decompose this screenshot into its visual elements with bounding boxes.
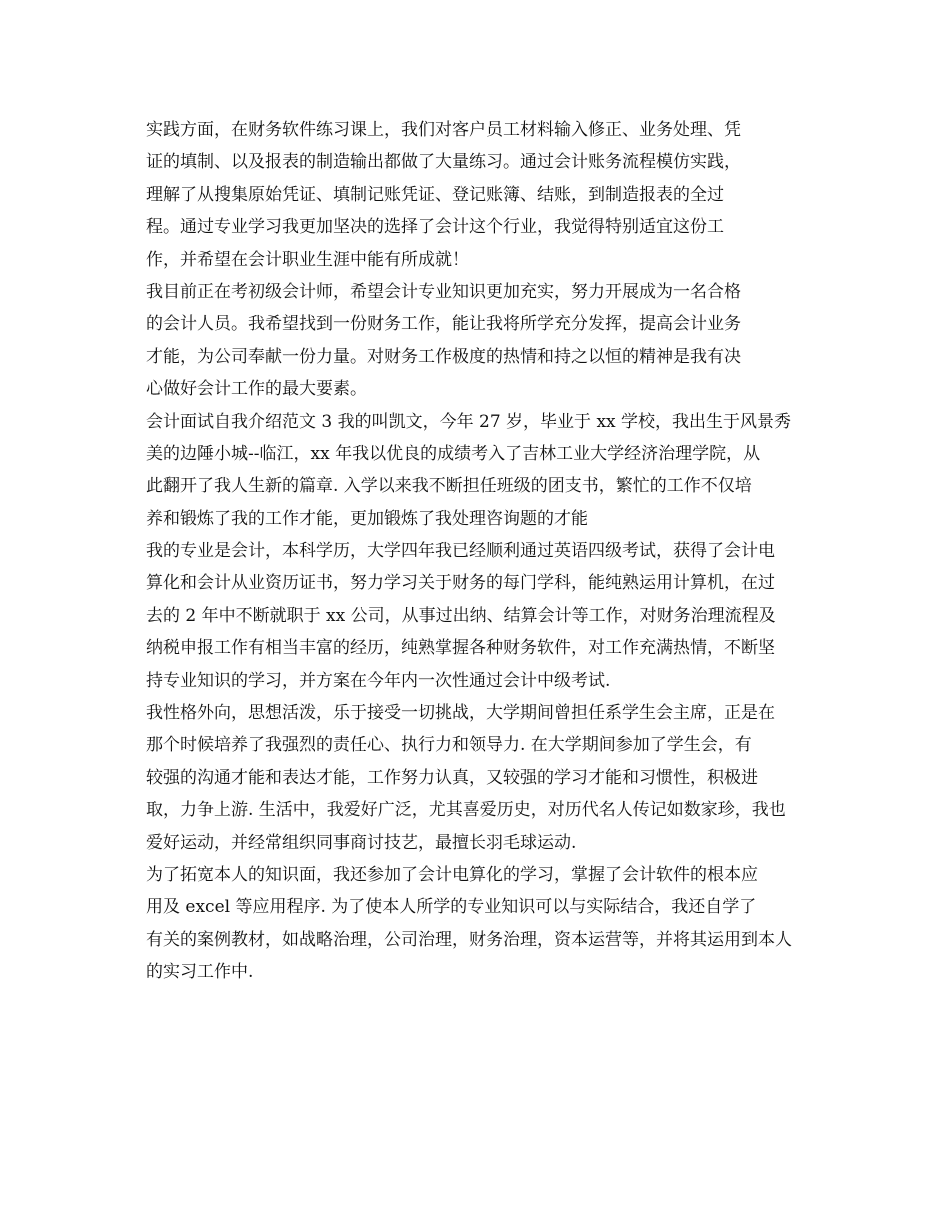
text-line: 取，力争上游. 生活中，我爱好广泛，尤其喜爱历史，对历代名人传记如数家珍，我也 bbox=[146, 800, 786, 821]
text-line: 证的填制、以及报表的制造输出都做了大量练习。通过会计账务流程模仿实践， bbox=[146, 152, 741, 173]
text-line: 去的 2 年中不断就职于 xx 公司，从事过出纳、结算会计等工作，对财务治理流程及 bbox=[146, 605, 776, 626]
text-line: 的会计人员。我希望找到一份财务工作，能让我将所学充分发挥，提高会计业务 bbox=[146, 314, 741, 335]
text-line: 为了拓宽本人的知识面，我还参加了会计电算化的学习，掌握了会计软件的根本应 bbox=[146, 864, 758, 885]
text-line: 持专业知识的学习，并方案在今年内一次性通过会计中级考试. bbox=[146, 670, 611, 691]
text-line: 作，并希望在会计职业生涯中能有所成就！ bbox=[146, 249, 469, 270]
text-line: 我的专业是会计，本科学历，大学四年我已经顺利通过英语四级考试，获得了会计电 bbox=[146, 541, 775, 562]
text-line: 算化和会计从业资历证书，努力学习关于财务的每门学科，能纯熟运用计算机，在过 bbox=[146, 573, 775, 594]
text-line: 实践方面，在财务软件练习课上，我们对客户员工材料输入修正、业务处理、凭 bbox=[146, 120, 741, 140]
document-body bbox=[146, 114, 816, 989]
text-line: 较强的沟通才能和表达才能，工作努力认真，又较强的学习才能和习惯性，积极进 bbox=[146, 767, 758, 788]
text-line: 理解了从搜集原始凭证、填制记账凭证、登记账簿、结账，到制造报表的全过 bbox=[146, 184, 724, 205]
text-line: 有关的案例教材，如战略治理，公司治理，财务治理，资本运营等，并将其运用到本人 bbox=[146, 929, 792, 950]
text-line: 纳税申报工作有相当丰富的经历，纯熟掌握各种财务软件，对工作充满热情，不断坚 bbox=[146, 638, 775, 659]
text-line: 的实习工作中. bbox=[146, 962, 254, 983]
text-line: 爱好运动，并经常组织同事商讨技艺，最擅长羽毛球运动. bbox=[146, 832, 577, 853]
text-line: 我性格外向，思想活泼，乐于接受一切挑战，大学期间曾担任系学生会主席，正是在 bbox=[146, 703, 775, 724]
text-line: 美的边陲小城--临江，xx 年我以优良的成绩考入了吉林工业大学经济治理学院，从 bbox=[146, 443, 761, 464]
text-line: 养和锻炼了我的工作才能，更加锻炼了我处理咨询题的才能 bbox=[146, 508, 588, 529]
text-line: 才能，为公司奉献一份力量。对财务工作极度的热情和持之以恒的精神是我有决 bbox=[146, 346, 741, 367]
text-line: 那个时候培养了我强烈的责任心、执行力和领导力. 在大学期间参加了学生会，有 bbox=[146, 735, 752, 756]
text-line: 程。通过专业学习我更加坚决的选择了会计这个行业，我觉得特别适宜这份工 bbox=[146, 217, 724, 238]
text-line: 我目前正在考初级会计师，希望会计专业知识更加充实，努力开展成为一名合格 bbox=[146, 281, 741, 302]
text-line: 会计面试自我介绍范文 3 我的叫凯文，今年 27 岁，毕业于 xx 学校，我出生于风景秀 bbox=[146, 411, 792, 432]
text-line: 用及 excel 等应用程序. 为了使本人所学的专业知识可以与实际结合，我还自学了 bbox=[146, 897, 757, 918]
text-line: 此翻开了我人生新的篇章. 入学以来我不断担任班级的团支书，繁忙的工作不仅培 bbox=[146, 476, 752, 497]
text-line: 心做好会计工作的最大要素。 bbox=[146, 379, 367, 400]
